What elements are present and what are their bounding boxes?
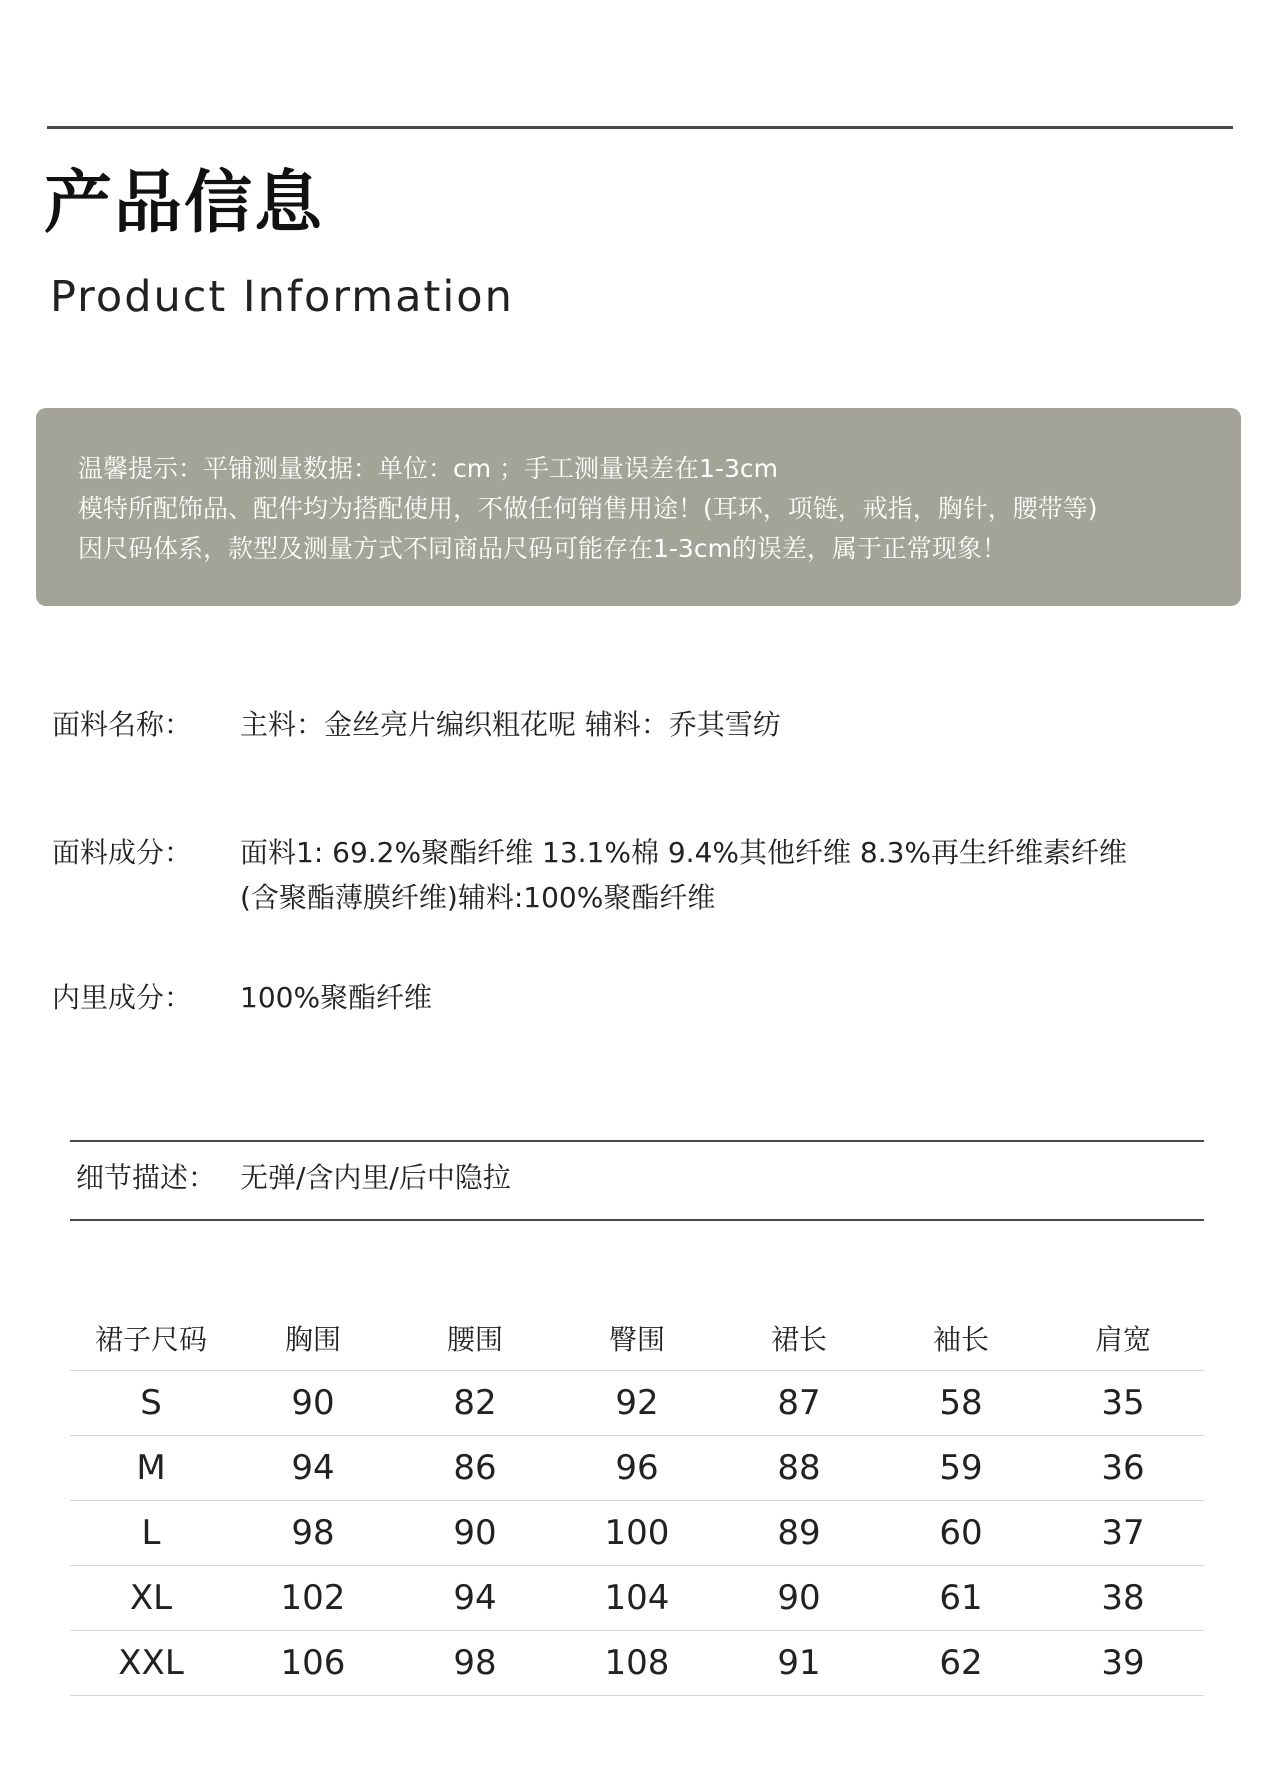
detail-label: 细节描述： (76, 1161, 217, 1194)
cell-size: XL (70, 1566, 232, 1631)
table-row (70, 1501, 1204, 1566)
cell-sleeve-length: 60 (880, 1501, 1042, 1566)
notice-box (36, 408, 1241, 606)
cell-sleeve-length: 62 (880, 1631, 1042, 1696)
notice-line-2: 模特所配饰品、配件均为搭配使用，不做任何销售用途！(耳环，项链，戒指，胸针，腰带等) (78, 494, 1098, 523)
cell-sleeve-length: 58 (880, 1371, 1042, 1436)
header-shoulder-width: 肩宽 (1042, 1305, 1204, 1371)
cell-dress-length: 87 (718, 1371, 880, 1436)
cell-waist: 98 (394, 1631, 556, 1696)
cell-sleeve-length: 59 (880, 1436, 1042, 1501)
cell-hip: 100 (556, 1501, 718, 1566)
size-table (70, 1305, 1204, 1696)
page-subtitle: Product Information (50, 272, 514, 322)
header-sleeve-length: 袖长 (880, 1305, 1042, 1371)
cell-waist: 94 (394, 1566, 556, 1631)
cell-waist: 86 (394, 1436, 556, 1501)
fabric-composition-label: 面料成分： (52, 836, 193, 869)
cell-shoulder-width: 38 (1042, 1566, 1204, 1631)
cell-bust: 94 (232, 1436, 394, 1501)
fabric-composition-value-line-1: 面料1: 69.2%聚酯纤维 13.1%棉 9.4%其他纤维 8.3%再生纤维素纤维 (240, 836, 1128, 869)
table-row (70, 1631, 1204, 1696)
header-hip: 臀围 (556, 1305, 718, 1371)
size-table-header-row (70, 1305, 1204, 1371)
cell-sleeve-length: 61 (880, 1566, 1042, 1631)
cell-hip: 108 (556, 1631, 718, 1696)
table-row (70, 1566, 1204, 1631)
header-bust: 胸围 (232, 1305, 394, 1371)
cell-bust: 90 (232, 1371, 394, 1436)
cell-size: M (70, 1436, 232, 1501)
lining-composition-value: 100%聚酯纤维 (240, 981, 433, 1014)
cell-shoulder-width: 39 (1042, 1631, 1204, 1696)
notice-line-1: 温馨提示：平铺测量数据：单位：cm ；手工测量误差在1-3cm (78, 454, 778, 483)
cell-shoulder-width: 35 (1042, 1371, 1204, 1436)
detail-top-divider (70, 1140, 1204, 1142)
cell-waist: 90 (394, 1501, 556, 1566)
notice-line-3: 因尺码体系，款型及测量方式不同商品尺码可能存在1-3cm的误差，属于正常现象！ (78, 534, 1007, 563)
page-title: 产品信息 (44, 164, 325, 243)
header-dress-length: 裙长 (718, 1305, 880, 1371)
fabric-name-value: 主料：金丝亮片编织粗花呢 辅料：乔其雪纺 (240, 708, 781, 741)
top-divider (47, 126, 1233, 129)
detail-bottom-divider (70, 1219, 1204, 1221)
cell-size: XXL (70, 1631, 232, 1696)
cell-waist: 82 (394, 1371, 556, 1436)
header-size: 裙子尺码 (70, 1305, 232, 1371)
fabric-name-label: 面料名称： (52, 708, 193, 741)
fabric-composition-value-line-2: (含聚酯薄膜纤维)辅料:100%聚酯纤维 (240, 881, 716, 914)
cell-hip: 104 (556, 1566, 718, 1631)
cell-dress-length: 89 (718, 1501, 880, 1566)
cell-hip: 92 (556, 1371, 718, 1436)
cell-shoulder-width: 37 (1042, 1501, 1204, 1566)
detail-value: 无弹/含内里/后中隐拉 (240, 1161, 511, 1194)
cell-shoulder-width: 36 (1042, 1436, 1204, 1501)
cell-size: L (70, 1501, 232, 1566)
lining-composition-label: 内里成分： (52, 981, 193, 1014)
table-row (70, 1371, 1204, 1436)
header-waist: 腰围 (394, 1305, 556, 1371)
cell-bust: 98 (232, 1501, 394, 1566)
cell-dress-length: 88 (718, 1436, 880, 1501)
table-row (70, 1436, 1204, 1501)
cell-hip: 96 (556, 1436, 718, 1501)
cell-dress-length: 90 (718, 1566, 880, 1631)
cell-bust: 106 (232, 1631, 394, 1696)
cell-bust: 102 (232, 1566, 394, 1631)
cell-size: S (70, 1371, 232, 1436)
cell-dress-length: 91 (718, 1631, 880, 1696)
